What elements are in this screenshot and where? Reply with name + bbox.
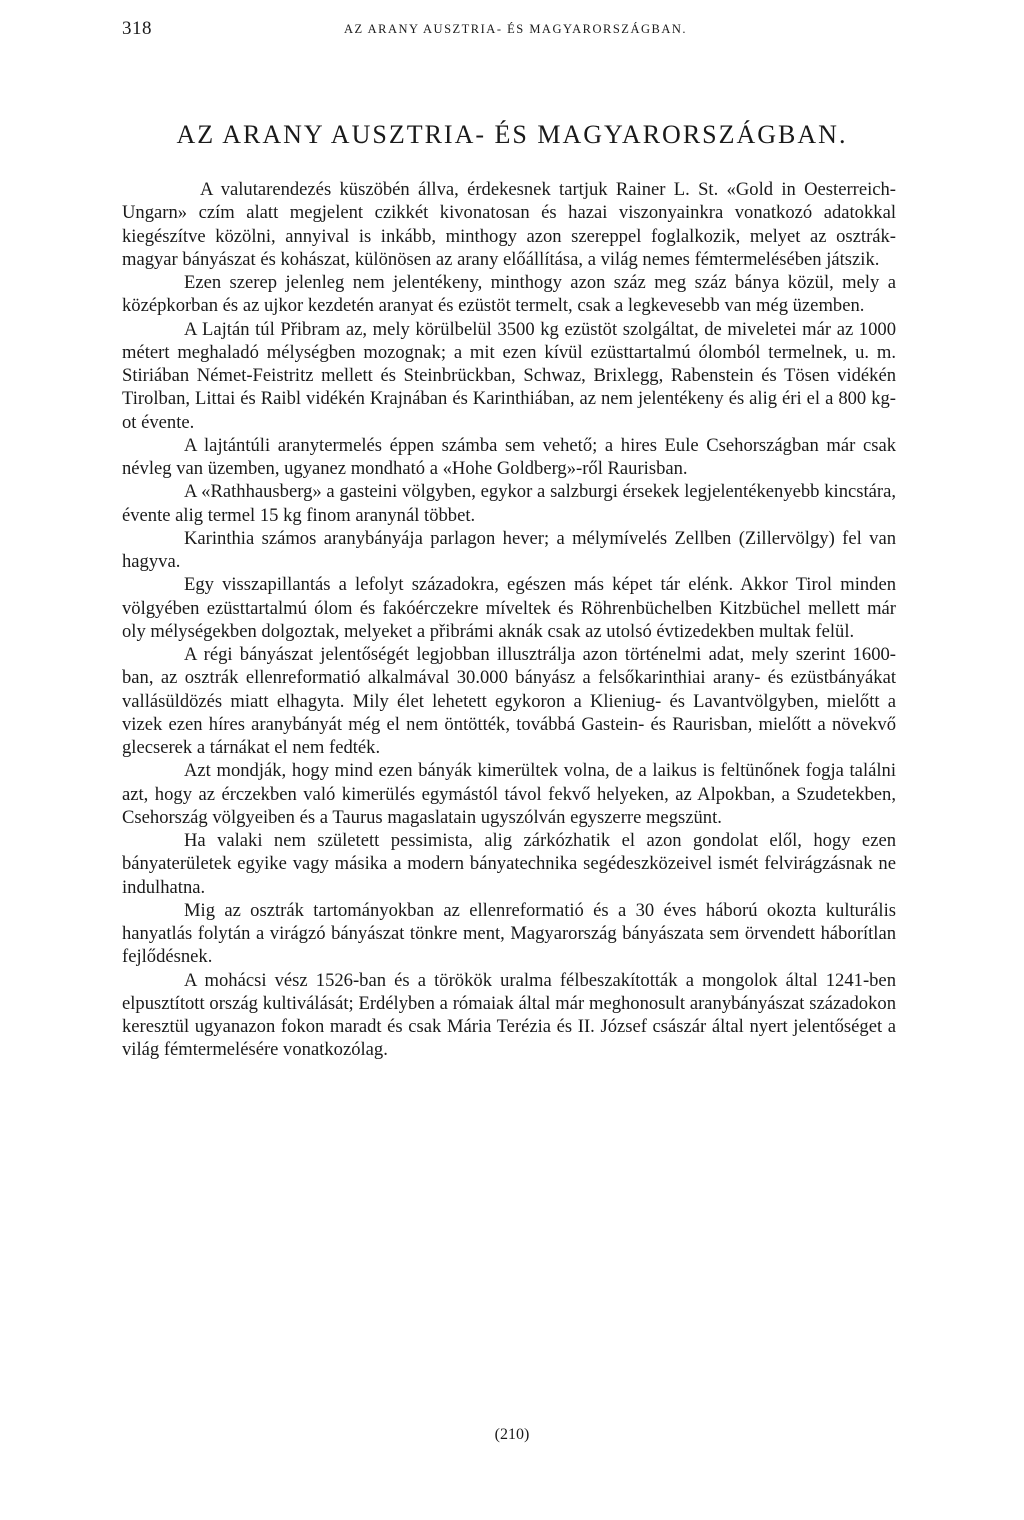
paragraph-5: A «Rathhausberg» a gasteini völgyben, egykor a salzburgi érsekek legjelentékenyebb kincstára, évente alig termel 15 kg finom aranynál többet. xyxy=(122,481,896,526)
paragraph-9: Azt mondják, hogy mind ezen bányák kimerültek volna, de a laikus is feltünőnek fogja találni azt, hogy az érczekben való kimerülés egymástól távol fekvő helyeken, az Alpokban, a Szudetekben, Csehország völgyeiben és a Taurus magaslatain ugyszólván egyszerre megszünt. xyxy=(122,760,896,828)
paragraph-1: A valutarendezés küszöbén állva, érdekesnek tartjuk Rainer L. St. «Gold in Oesterreich-Ungarn» czím alatt megjelent czikkét kivonatosan és hazai viszonyainkra vonatkozó adatokkal kiegészítve közölni, annyival is inkább, minthogy azon szereppel foglalkozik, melyet az osztrák-magyar bányászat és kohászat, különösen az arany előállítása, a világ nemes fémtermelésében játszik. xyxy=(122,179,896,270)
folio-number: (210) xyxy=(494,1426,530,1443)
paragraph-2: Ezen szerep jelenleg nem jelentékeny, minthogy azon száz meg száz bánya közül, mely a középkorban és az ujkor kezdetén aranyat és ezüstöt termelt, csak a legkevesebb van még üzemben. xyxy=(122,272,896,317)
paragraph-12: A mohácsi vész 1526-ban és a törökök uralma félbeszakították a mongolok által 1241-ben elpusztított ország kultiválását; Erdélyben a rómaiak által már meghonosult aranybányászat századokon keresztül ugyanazon fokon maradt és csak Mária Terézia és II. József császár által nyert jelentőséget a világ fémtermelésére vonatkozólag. xyxy=(122,969,896,1061)
running-title: AZ ARANY AUSZTRIA- ÉS MAGYARORSZÁGBAN. xyxy=(344,22,688,36)
page-number: 318 xyxy=(122,18,152,39)
article-body xyxy=(122,178,896,1062)
article-title: AZ ARANY AUSZTRIA- ÉS MAGYARORSZÁGBAN. xyxy=(176,120,848,149)
paragraph-7: Egy visszapillantás a lefolyt századokra, egészen más képet tár elénk. Akkor Tirol minden völgyében ezüsttartalmú ólom és fakóérczekre míveltek és Röhrenbüchelben Kitzbüchel mellett már oly mélységekben dolgoztak, melyeket a přibrámi aknák csak az utolsó évtizedekben multak felül. xyxy=(122,574,896,642)
paragraph-3: A Lajtán túl Přibram az, mely körülbelül 3500 kg ezüstöt szolgáltat, de miveletei már az 1000 métert meghaladó mélységben mozognak; a mit ezen kívül ezüsttartalmú ólomból termelnek, u. m. Stiriában Német-Feistritz mellett és Steinbrückban, Schwaz, Brixlegg, Rabenstein és Tösen vidékén Tirolban, Littai és Raibl vidékén Krajnában és Karinthiában, az nem jelentékeny és alig éri el a 800 kg-ot évente. xyxy=(122,318,896,433)
paragraph-6: Karinthia számos aranybányája parlagon hever; a mélymívelés Zellben (Zillervölgy) fel van hagyva. xyxy=(122,527,896,572)
paragraph-10: Ha valaki nem született pessimista, alig zárkózhatik el azon gondolat elől, hogy ezen bányaterületek egyike vagy másika a modern bányatechnika segédeszközeivel ismét felvirágzásnak ne indulhatna. xyxy=(122,830,896,898)
paragraph-4: A lajtántúli aranytermelés éppen számba sem vehető; a hires Eule Csehországban már csak névleg van üzemben, ugyanez mondható a «Hohe Goldberg»-ről Raurisban. xyxy=(122,434,896,479)
running-head xyxy=(122,18,902,40)
paragraph-8: A régi bányászat jelentőségét legjobban illusztrálja azon történelmi adat, mely szerint 1600-ban, az osztrák ellenreformatió alkalmával 30.000 bányász a felsőkarinthiai arany- és ezüstbányákat vallásüldözés miatt elhagyta. Mily élet lehetett egykoron a Klieniug- és Lavantvölgyben, mielőtt a vizek ezen híres aranybányát még el nem öntötték, továbbá Gastein- és Raurisban, mielőtt a növekvő glecserek a tárnákat el nem fedték. xyxy=(122,644,896,758)
paragraph-11: Mig az osztrák tartományokban az ellenreformatió és a 30 éves háború okozta kulturális hanyatlás folytán a virágzó bányászat tönkre ment, Magyarország bányászata sem örvendett háborítlan fejlődésnek. xyxy=(122,899,896,968)
